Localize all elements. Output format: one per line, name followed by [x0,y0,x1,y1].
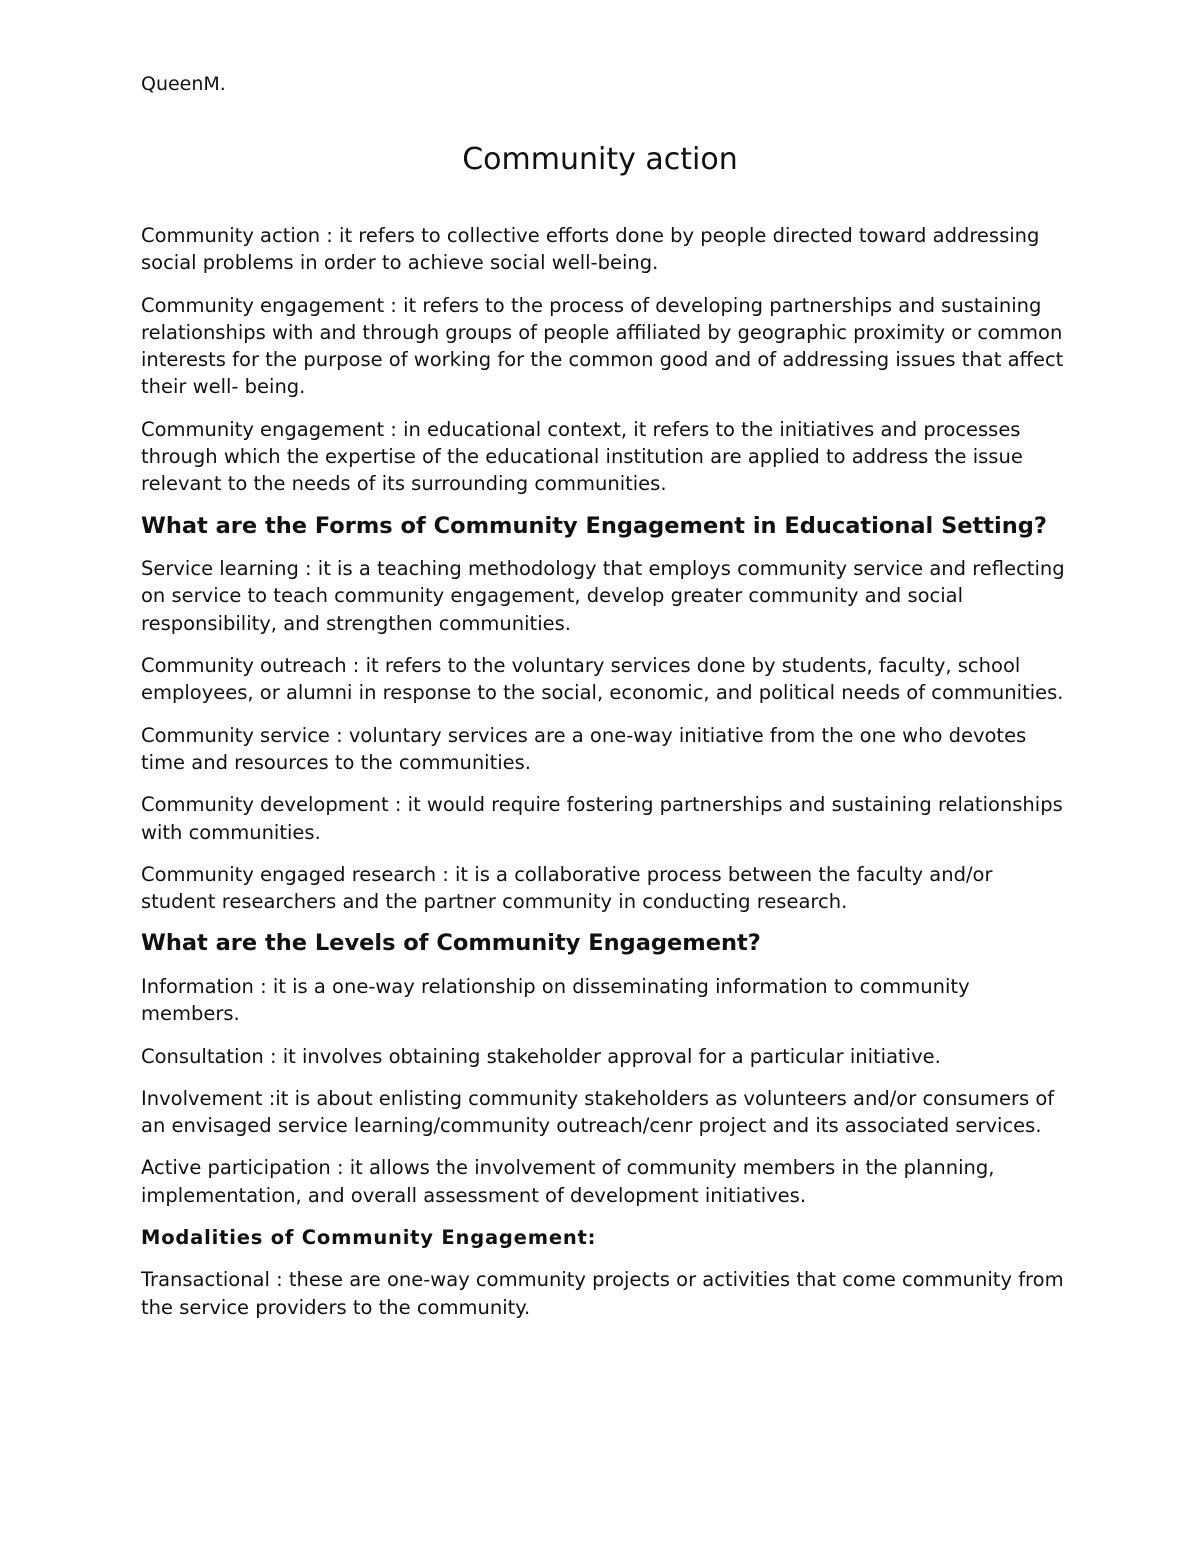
level-consultation: Consultation : it involves obtaining stakeholder approval for a particular initiative. [141,1044,941,1068]
modality-transactional: Transactional : these are one-way community projects or activities that come community from the service providers to the community. [141,1268,1064,1319]
document-title: Community action [462,142,738,177]
definition-community-engagement-educational: Community engagement : in educational context, it refers to the initiatives and processes through which the expertise of the educational institution are applied to address the issue relevant to the needs of its surrounding communities. [141,417,1023,496]
level-involvement: Involvement :it is about enlisting community stakeholders as volunteers and/or consumers of an envisaged service learning/community outreach/cenr project and its associated services. [141,1086,1055,1138]
level-active-participation: Active participation : it allows the involvement of community members in the planning, implementation, and overall assessment of development initiatives. [141,1156,995,1207]
modalities-heading: Modalities of Community Engagement: [141,1226,597,1250]
definition-community-engagement: Community engagement : it refers to the process of developing partnerships and sustaining relationships with and through groups of people affiliated by geographic proximity or common interests for the purpose of working for the common good and of addressing issues that affect their well- being. [141,293,1064,399]
author-name: QueenM. [141,73,226,95]
form-service-learning: Service learning : it is a teaching methodology that employs community service and reflecting on service to teach community engagement, develop greater community and social responsibility, and strengthen communities. [141,557,1065,635]
form-community-service: Community service : voluntary services are a one-way initiative from the one who devotes time and resources to the communities. [141,723,1027,774]
forms-heading: What are the Forms of Community Engagement in Educational Setting? [141,512,1047,539]
document-body [141,222,1071,1336]
form-community-outreach: Community outreach : it refers to the voluntary services done by students, faculty, school employees, or alumni in response to the social, economic, and political needs of communities. [141,654,1064,705]
level-information: Information : it is a one-way relationship on disseminating information to community members. [141,974,970,1026]
form-community-engaged-research: Community engaged research : it is a collaborative process between the faculty and/or student researchers and the partner community in conducting research. [141,862,993,914]
definition-community-action: Community action : it refers to collective efforts done by people directed toward addressing social problems in order to achieve social well-being. [141,224,1040,275]
levels-heading: What are the Levels of Community Engagement? [141,930,761,957]
form-community-development: Community development : it would require fostering partnerships and sustaining relationships with communities. [141,793,1063,844]
